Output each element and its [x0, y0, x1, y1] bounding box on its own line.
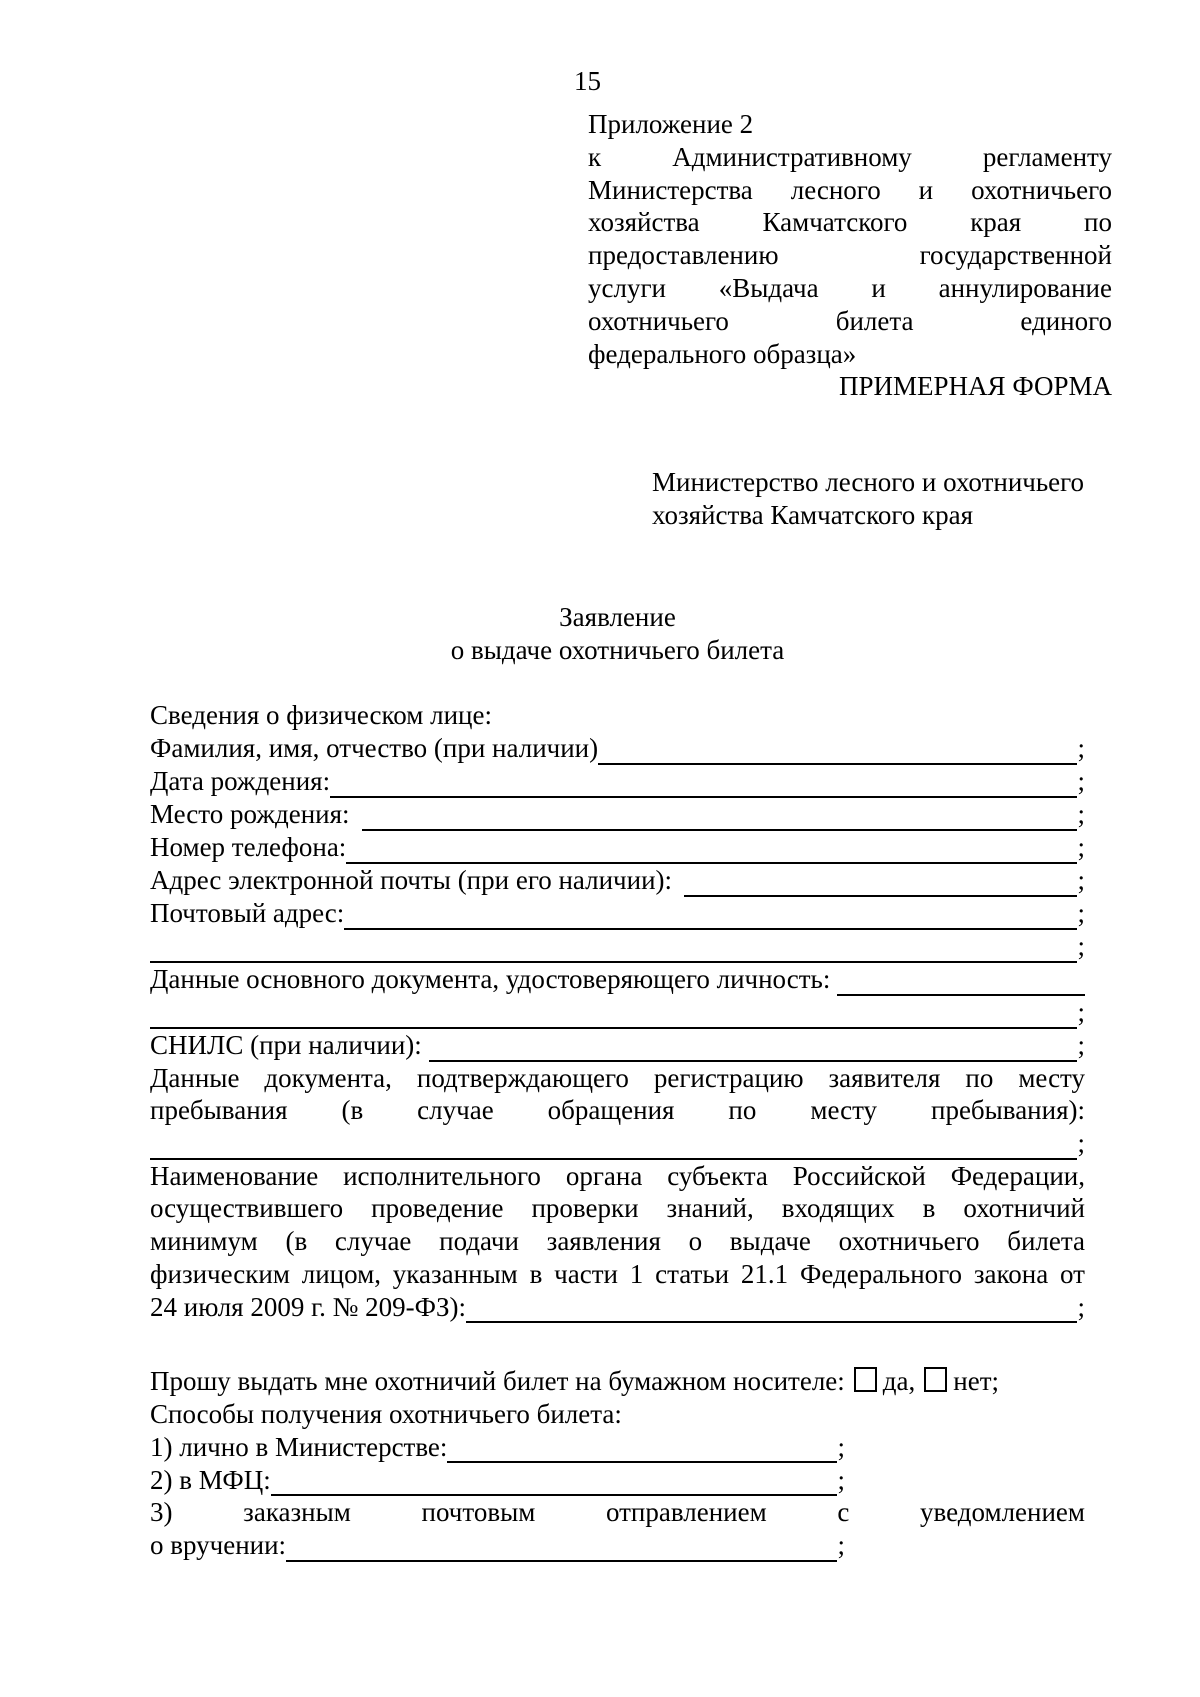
birth-place-field [150, 798, 1085, 831]
authority-text: физическим лицом, указанным в части 1 статьи 21.1 Федерального закона от [150, 1258, 1085, 1289]
authority-label: 24 июля 2009 г. № 209-ФЗ): [150, 1291, 466, 1322]
phone-field [150, 831, 1085, 864]
appendix-line: услуги «Выдача и аннулирование [588, 272, 1112, 303]
delivery-option-3-text: 3) заказным почтовым отправлением с уведомлением [150, 1497, 1085, 1528]
form-body [150, 699, 1085, 1562]
punctuation: ; [1077, 766, 1085, 796]
appendix-line: к Административному регламенту [588, 141, 1112, 172]
delivery-option-3-label: о вручении: [150, 1530, 287, 1561]
punctuation: ; [1077, 1291, 1085, 1322]
delivery-methods-header: Способы получения охотничьего билета: [150, 1398, 622, 1429]
delivery-option-2 [150, 1463, 845, 1496]
birth-date-field [150, 765, 1085, 798]
appendix-line: охотничьего билета единого [588, 305, 1112, 336]
appendix-line: Министерства лесного и охотничьего [588, 174, 1112, 205]
birth-date-blank-line [330, 765, 1077, 798]
ministry-line: Министерство лесного и охотничьего [652, 467, 1085, 497]
yes-label: да, [882, 1366, 916, 1397]
punctuation: ; [1077, 997, 1085, 1027]
delivery-option-3-field [150, 1529, 845, 1562]
delivery-option-3-blank-line [286, 1529, 837, 1562]
paper-request-line [150, 1365, 1085, 1398]
no-checkbox [924, 1367, 947, 1392]
title-line: Заявление [559, 602, 676, 632]
appendix-line: хозяйства Камчатского края по [588, 207, 1112, 238]
paper-request-text: Прошу выдать мне охотничий билет на бумажном носителе: [150, 1366, 845, 1397]
punctuation: ; [837, 1464, 845, 1495]
personal-info-header: Сведения о физическом лице: [150, 700, 492, 730]
birth-place-label: Место рождения: [150, 799, 350, 829]
phone-label: Номер телефона: [150, 832, 347, 862]
snils-field [150, 1029, 1085, 1062]
delivery-option-2-blank-line [271, 1463, 838, 1496]
postal-address-label: Почтовый адрес: [150, 898, 345, 928]
yes-checkbox [854, 1367, 877, 1392]
punctuation: ; [1077, 931, 1085, 961]
punctuation: ; [1077, 799, 1085, 829]
delivery-option-1-label: 1) лично в Министерстве: [150, 1431, 448, 1462]
registration-document-continuation [150, 1127, 1085, 1160]
registration-document-text: Данные документа, подтверждающего регистрацию заявителя по месту [150, 1062, 1085, 1093]
title-subtitle: о выдаче охотничьего билета [450, 634, 785, 665]
identity-document-continuation [150, 996, 1085, 1029]
authority-text: осуществившего проведение проверки знаний, входящих в охотничий [150, 1193, 1085, 1224]
phone-blank-line [346, 831, 1077, 864]
snils-label: СНИЛС (при наличии): [150, 1030, 422, 1060]
postal-address-blank-line [344, 897, 1077, 930]
appendix-block [588, 108, 1112, 403]
spacer [150, 1323, 1085, 1365]
appendix-line: Приложение 2 [588, 109, 754, 139]
delivery-option-2-label: 2) в МФЦ: [150, 1464, 271, 1495]
email-label: Адрес электронной почты (при его наличии): [150, 865, 673, 895]
punctuation: ; [1077, 865, 1085, 895]
delivery-option-1 [150, 1430, 845, 1463]
delivery-option-1-blank-line [447, 1430, 837, 1463]
birth-date-label: Дата рождения: [150, 766, 331, 796]
blank-line [150, 996, 1077, 1029]
appendix-line: федерального образца» [588, 338, 857, 369]
appendix-form-label: ПРИМЕРНАЯ ФОРМА [839, 371, 1112, 402]
document-title [150, 601, 1085, 667]
authority-text: Наименование исполнительного органа субъекта Российской Федерации, [150, 1160, 1085, 1191]
blank-line [150, 1127, 1077, 1160]
punctuation: ; [1077, 1128, 1085, 1159]
authority-blank-line [466, 1290, 1078, 1323]
ministry-line: хозяйства Камчатского края [652, 500, 974, 530]
registration-document-text: пребывания (в случае обращения по месту пребывания): [150, 1095, 1085, 1126]
punctuation: ; [1077, 1030, 1085, 1060]
email-field [150, 864, 1085, 897]
punctuation: ; [1077, 898, 1085, 928]
full-name-blank-line [598, 732, 1077, 765]
blank-line [150, 930, 1077, 963]
identity-document-blank-line [837, 963, 1085, 996]
no-label: нет; [953, 1366, 1000, 1397]
full-name-label: Фамилия, имя, отчество (при наличии) [150, 733, 599, 763]
punctuation: ; [837, 1530, 845, 1561]
appendix-line: предоставлению государственной [588, 240, 1112, 271]
snils-blank-line [429, 1029, 1078, 1062]
birth-place-blank-line [362, 798, 1078, 831]
punctuation: ; [837, 1431, 845, 1462]
ministry-block [652, 466, 1092, 532]
authority-field [150, 1290, 1085, 1323]
punctuation: ; [1077, 832, 1085, 862]
identity-document-label: Данные основного документа, удостоверяющего личность: [150, 964, 831, 994]
postal-address-continuation [150, 930, 1085, 963]
email-blank-line [684, 864, 1077, 897]
identity-document-field [150, 963, 1085, 996]
authority-text: минимум (в случае подачи заявления о выдаче охотничьего билета [150, 1225, 1085, 1256]
full-name-field [150, 732, 1085, 765]
punctuation: ; [1077, 733, 1085, 763]
page-number: 15 [574, 66, 601, 96]
postal-address-field [150, 897, 1085, 930]
